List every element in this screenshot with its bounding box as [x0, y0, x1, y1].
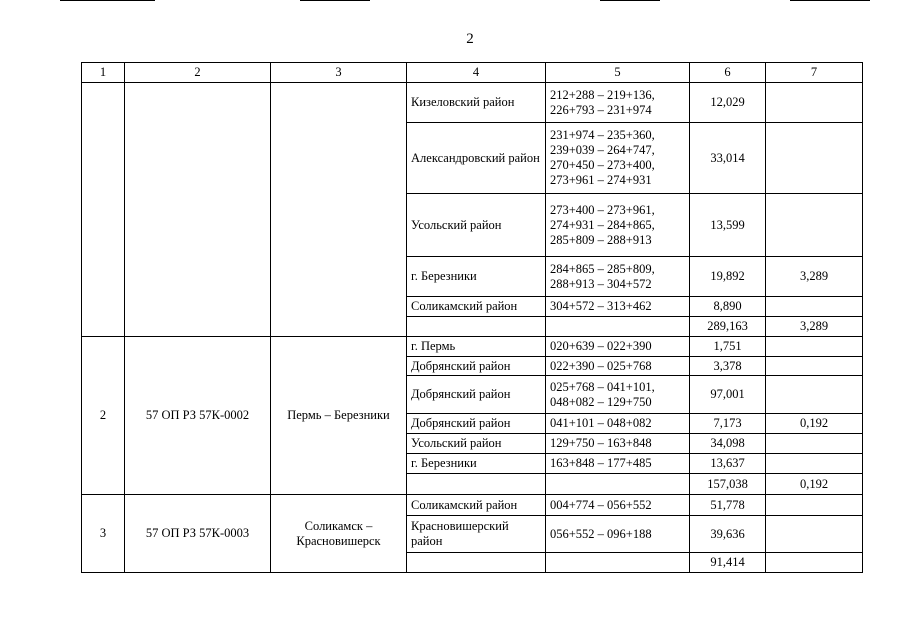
road-name-cell: Пермь – Березники — [271, 337, 407, 495]
table-row — [82, 83, 863, 123]
segment-cell — [546, 297, 690, 317]
length-cell: 39,636 — [690, 516, 766, 553]
road-code-cell: 57 ОП РЗ 57К-0002 — [125, 337, 271, 495]
segment-cell — [546, 414, 690, 434]
extra-length-cell — [766, 434, 863, 454]
extra-length-cell — [766, 83, 863, 123]
segment-line: 231+974 – 235+360, — [550, 128, 655, 142]
segment-line: 304+572 – 313+462 — [550, 299, 652, 313]
segment-line: 273+400 – 273+961, — [550, 202, 655, 217]
district-cell: г. Березники — [407, 257, 546, 297]
road-code-cell: 57 ОП РЗ 57К-0003 — [125, 495, 271, 573]
segment-line: 056+552 – 096+188 — [550, 526, 652, 541]
segment-line: 274+931 – 284+865, — [550, 217, 655, 232]
segment-cell — [546, 376, 690, 414]
header-col-5: 5 — [546, 63, 690, 83]
district-cell: Красновишерский район — [407, 516, 546, 553]
total-length-cell: 289,163 — [690, 317, 766, 337]
extra-length-cell — [766, 495, 863, 516]
extra-length-cell — [766, 337, 863, 357]
table-row — [82, 495, 863, 516]
header-col-6: 6 — [690, 63, 766, 83]
road-table — [81, 62, 863, 573]
header-col-7: 7 — [766, 63, 863, 83]
total-segment-cell — [546, 474, 690, 495]
total-district-cell — [407, 317, 546, 337]
length-cell: 7,173 — [690, 414, 766, 434]
district-cell: г. Березники — [407, 454, 546, 474]
district-cell: Усольский район — [407, 434, 546, 454]
extra-length-cell — [766, 123, 863, 194]
table-row — [82, 337, 863, 357]
total-segment-cell — [546, 317, 690, 337]
segment-cell — [546, 516, 690, 553]
segment-line: 212+288 – 219+136, — [550, 87, 655, 102]
extra-length-cell — [766, 516, 863, 553]
road-number-cell: 2 — [82, 337, 125, 495]
length-cell: 51,778 — [690, 495, 766, 516]
total-extra-cell: 3,289 — [766, 317, 863, 337]
total-district-cell — [407, 474, 546, 495]
segment-line: 226+793 – 231+974 — [550, 102, 652, 117]
segment-line: 288+913 – 304+572 — [550, 276, 652, 291]
segment-line: 020+639 – 022+390 — [550, 339, 652, 353]
length-cell: 33,014 — [690, 123, 766, 194]
total-segment-cell — [546, 553, 690, 573]
extra-length-cell: 3,289 — [766, 257, 863, 297]
segment-line: 270+450 – 273+400, — [550, 158, 655, 172]
extra-length-cell: 0,192 — [766, 414, 863, 434]
length-cell: 34,098 — [690, 434, 766, 454]
table-body — [82, 83, 863, 573]
length-cell: 13,599 — [690, 194, 766, 257]
page-number: 2 — [466, 31, 474, 47]
district-cell: Усольский район — [407, 194, 546, 257]
length-cell: 19,892 — [690, 257, 766, 297]
length-cell: 1,751 — [690, 337, 766, 357]
length-cell: 12,029 — [690, 83, 766, 123]
extra-length-cell — [766, 297, 863, 317]
total-length-cell: 91,414 — [690, 553, 766, 573]
district-cell: Соликамский район — [407, 297, 546, 317]
extra-length-cell — [766, 454, 863, 474]
district-cell: Соликамский район — [407, 495, 546, 516]
total-district-cell — [407, 553, 546, 573]
segment-cell — [546, 83, 690, 123]
header-col-4: 4 — [407, 63, 546, 83]
extra-length-cell — [766, 194, 863, 257]
district-cell: г. Пермь — [407, 337, 546, 357]
segment-line: 022+390 – 025+768 — [550, 358, 652, 373]
district-cell: Добрянский район — [407, 376, 546, 414]
extra-length-cell — [766, 376, 863, 414]
length-cell: 13,637 — [690, 454, 766, 474]
district-cell: Александровский район — [407, 123, 546, 194]
header-row — [82, 63, 863, 83]
segment-line: 285+809 – 288+913 — [550, 232, 652, 247]
total-extra-cell: 0,192 — [766, 474, 863, 495]
segment-cell — [546, 194, 690, 257]
segment-line: 239+039 – 264+747, — [550, 143, 655, 157]
road-name-cell: Соликамск – Красновишерск — [271, 495, 407, 573]
segment-cell — [546, 434, 690, 454]
road-number-cell — [82, 83, 125, 337]
length-cell: 97,001 — [690, 376, 766, 414]
header-col-1: 1 — [82, 63, 125, 83]
segment-cell — [546, 257, 690, 297]
segment-line: 004+774 – 056+552 — [550, 497, 652, 512]
segment-line: 041+101 – 048+082 — [550, 416, 652, 430]
road-number-cell: 3 — [82, 495, 125, 573]
district-cell: Добрянский район — [407, 357, 546, 376]
segment-cell — [546, 337, 690, 357]
length-cell: 8,890 — [690, 297, 766, 317]
district-cell: Кизеловский район — [407, 83, 546, 123]
segment-line: 284+865 – 285+809, — [550, 261, 655, 276]
segment-cell — [546, 454, 690, 474]
length-cell: 3,378 — [690, 357, 766, 376]
segment-cell — [546, 123, 690, 194]
district-cell: Добрянский район — [407, 414, 546, 434]
total-length-cell: 157,038 — [690, 474, 766, 495]
header-col-2: 2 — [125, 63, 271, 83]
extra-length-cell — [766, 357, 863, 376]
road-name-cell — [271, 83, 407, 337]
header-col-3: 3 — [271, 63, 407, 83]
segment-line: 273+961 – 274+931 — [550, 173, 652, 187]
segment-line: 025+768 – 041+101, — [550, 379, 655, 394]
segment-cell — [546, 495, 690, 516]
segment-line: 048+082 – 129+750 — [550, 394, 652, 409]
segment-line: 163+848 – 177+485 — [550, 456, 652, 470]
segment-cell — [546, 357, 690, 376]
total-extra-cell — [766, 553, 863, 573]
segment-line: 129+750 – 163+848 — [550, 436, 652, 450]
road-code-cell — [125, 83, 271, 337]
